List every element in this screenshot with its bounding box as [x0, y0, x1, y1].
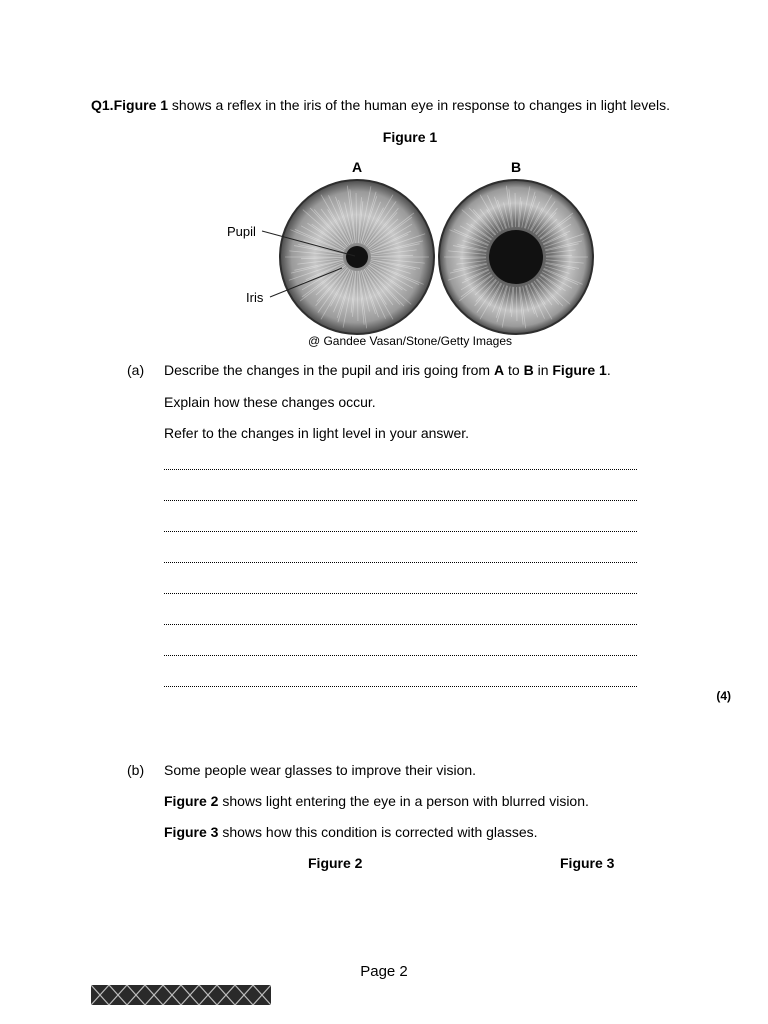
- figure3-title: Figure 3: [560, 855, 615, 871]
- answer-line[interactable]: [164, 523, 637, 532]
- part-a-label: (a): [127, 362, 145, 378]
- answer-line[interactable]: [164, 647, 637, 656]
- part-b-figure3-description: Figure 3 shows how this condition is corrected with glasses.: [164, 824, 538, 840]
- answer-line[interactable]: [164, 492, 637, 501]
- part-a-instruction-2: Explain how these changes occur.: [164, 394, 376, 410]
- figure1-reference: Figure 1: [113, 97, 169, 113]
- part-a-instruction-3: Refer to the changes in light level in your answer.: [164, 425, 470, 441]
- figure2-title: Figure 2: [308, 855, 363, 871]
- figure1-label-b: B: [510, 159, 522, 175]
- eye-b: [439, 180, 593, 334]
- part-b-intro: Some people wear glasses to improve their vision.: [164, 762, 477, 778]
- pupil-label: Pupil: [227, 224, 256, 239]
- pupil-b-large: [489, 230, 543, 284]
- page-number: Page 2: [360, 963, 408, 980]
- pupil-a-small: [346, 246, 368, 268]
- barcode-strip: [91, 985, 271, 1005]
- iris-label: Iris: [246, 290, 264, 305]
- figure1-title: Figure 1: [382, 129, 438, 145]
- answer-line[interactable]: [164, 461, 637, 470]
- eye-a: [280, 180, 434, 334]
- part-b-label: (b): [127, 762, 145, 778]
- part-a-instruction-1: Describe the changes in the pupil and iris going from A to B in Figure 1.: [164, 362, 611, 378]
- figure1-label-a: A: [351, 159, 363, 175]
- figure1-eye-images: [210, 155, 610, 335]
- question-number: Q1.: [91, 97, 114, 113]
- question-text: shows a reflex in the iris of the human eye in response to changes in light levels.: [168, 97, 670, 113]
- answer-line[interactable]: [164, 678, 637, 687]
- answer-line[interactable]: [164, 585, 637, 594]
- part-a-marks: (4): [716, 689, 731, 703]
- answer-line[interactable]: [164, 616, 637, 625]
- answer-line[interactable]: [164, 554, 637, 563]
- part-b-figure2-description: Figure 2 shows light entering the eye in a person with blurred vision.: [164, 793, 589, 809]
- image-credit: @ Gandee Vasan/Stone/Getty Images: [307, 334, 513, 348]
- question-stem: [91, 97, 670, 114]
